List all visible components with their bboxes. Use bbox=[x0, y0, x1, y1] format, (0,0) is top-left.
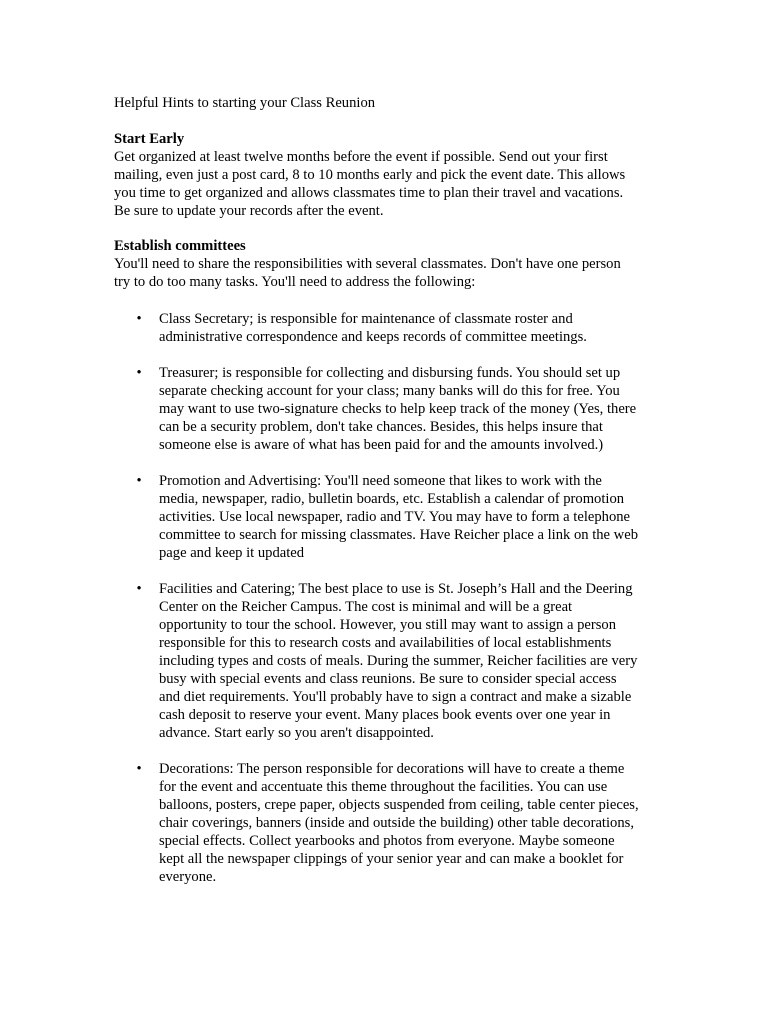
list-item-line: chair coverings, banners (inside and outside the building) other table decorations, bbox=[159, 815, 634, 831]
bullet-icon: • bbox=[136, 761, 142, 777]
list-item-line: everyone. bbox=[159, 869, 217, 885]
document-title: Helpful Hints to starting your Class Reunion bbox=[114, 95, 376, 111]
body-line: Get organized at least twelve months before the event if possible. Send out your first bbox=[114, 149, 608, 165]
body-line: Be sure to update your records after the event. bbox=[114, 203, 384, 219]
bullet-icon: • bbox=[136, 473, 142, 489]
list-item-line: may want to use two-signature checks to help keep track of the money (Yes, there bbox=[159, 401, 637, 417]
list-item-line: busy with special events and class reunions. Be sure to consider special access bbox=[159, 671, 617, 687]
list-item-line: separate checking account for your class; many banks will do this for free. You bbox=[159, 383, 620, 399]
list-item-line: responsible for this to research costs and availabilities of local establishments bbox=[159, 635, 612, 651]
list-item-line: Treasurer; is responsible for collecting and disbursing funds. You should set up bbox=[159, 365, 621, 381]
body-line: mailing, even just a post card, 8 to 10 months early and pick the event date. This allows bbox=[114, 167, 626, 183]
list-item-line: committee to search for missing classmates. Have Reicher place a link on the web bbox=[159, 527, 638, 543]
body-line: You'll need to share the responsibilities with several classmates. Don't have one person bbox=[114, 256, 621, 272]
list-item-line: including types and costs of meals. During the summer, Reicher facilities are very bbox=[159, 653, 638, 669]
list-item-line: special effects. Collect yearbooks and photos from everyone. Maybe someone bbox=[159, 833, 615, 849]
bullet-icon: • bbox=[136, 311, 142, 327]
list-item-line: advance. Start early so you aren't disappointed. bbox=[159, 725, 434, 741]
list-item-line: cash deposit to reserve your event. Many places book events over one year in bbox=[159, 707, 611, 723]
list-item-line: balloons, posters, crepe paper, objects suspended from ceiling, table center pieces, bbox=[159, 797, 639, 813]
list-item-line: Facilities and Catering; The best place to use is St. Joseph’s Hall and the Deering bbox=[159, 581, 633, 597]
list-item-line: kept all the newspaper clippings of your senior year and can make a booklet for bbox=[159, 851, 624, 867]
list-item-line: media, newspaper, radio, bulletin boards, etc. Establish a calendar of promotion bbox=[159, 491, 625, 507]
list-item-line: Class Secretary; is responsible for maintenance of classmate roster and bbox=[159, 311, 573, 327]
section-heading-start-early: Start Early bbox=[114, 131, 185, 147]
body-line: you time to get organized and allows classmates time to plan their travel and vacations. bbox=[114, 185, 624, 201]
list-item-line: activities. Use local newspaper, radio and TV. You may have to form a telephone bbox=[159, 509, 631, 525]
section-body-establish-committees bbox=[114, 255, 654, 291]
list-item-line: page and keep it updated bbox=[159, 545, 305, 561]
list-item-line: Decorations: The person responsible for decorations will have to create a theme bbox=[159, 761, 625, 777]
list-item-line: and diet requirements. You'll probably have to sign a contract and make a sizable bbox=[159, 689, 632, 705]
list-item-line: can be a security problem, don't take chances. Besides, this helps insure that bbox=[159, 419, 603, 435]
section-body-start-early bbox=[114, 148, 654, 220]
list-item-line: administrative correspondence and keeps records of committee meetings. bbox=[159, 329, 587, 345]
list-item-line: Center on the Reicher Campus. The cost is minimal and will be a great bbox=[159, 599, 573, 615]
body-line: try to do too many tasks. You'll need to address the following: bbox=[114, 274, 476, 290]
list-item-line: Promotion and Advertising: You'll need someone that likes to work with the bbox=[159, 473, 602, 489]
list-item-line: opportunity to tour the school. However, you still may want to assign a person bbox=[159, 617, 617, 633]
list-item-line: for the event and accentuate this theme throughout the facilities. You can use bbox=[159, 779, 608, 795]
bullet-icon: • bbox=[136, 365, 142, 381]
bullet-icon: • bbox=[136, 581, 142, 597]
list-item-line: someone else is aware of what has been paid for and the amounts involved.) bbox=[159, 437, 604, 453]
section-heading-establish-committees: Establish committees bbox=[114, 238, 246, 254]
